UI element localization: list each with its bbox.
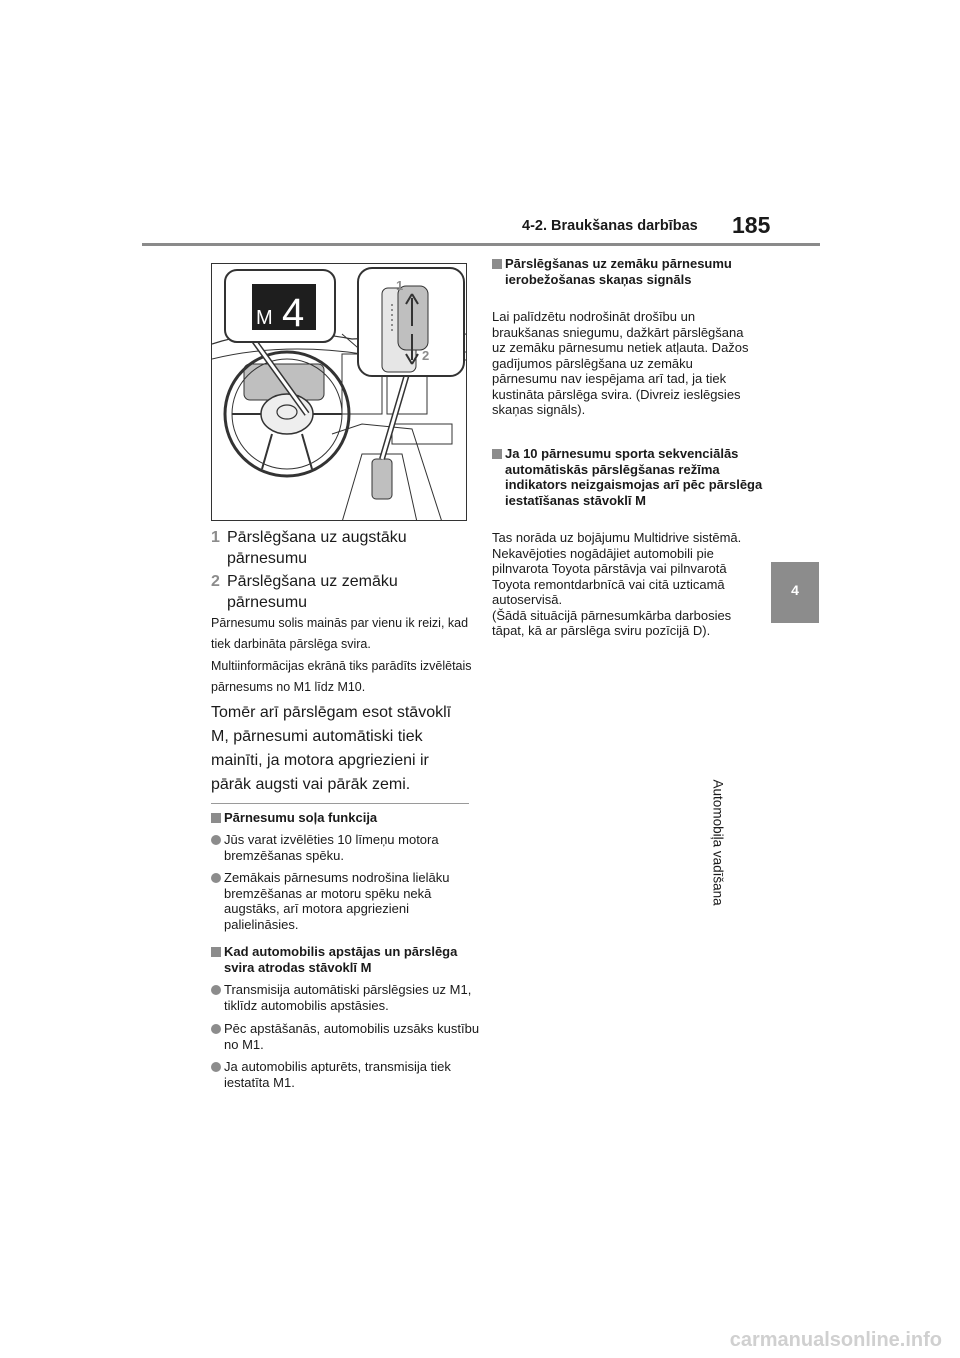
- section-divider: [211, 803, 469, 804]
- header-divider: [142, 243, 820, 246]
- square-bullet-icon: [211, 813, 221, 823]
- step-number: 2: [211, 573, 220, 590]
- arrow-down-label: 2: [422, 348, 430, 363]
- chapter-tab-number: 4: [791, 582, 799, 598]
- note-paragraph: Pārnesumu solis mainās par vienu ik reizi, kad tiek darbināta pārslēga svira.: [211, 616, 469, 651]
- note-paragraph: Multiinformācijas ekrānā tiks parādīts izvēlētais pārnesums no M1 līdz M10.: [211, 659, 472, 694]
- display-m-text: M: [256, 307, 273, 329]
- watermark: carmanualsonline.info: [729, 1329, 942, 1351]
- step-2: [211, 571, 447, 613]
- section-body: Tas norāda uz bojājumu Multidrive sistēmā. Nekavējoties nogādājiet automobili pie pilnvarota Toyota pārstāvja vai pilnvarotā Toyota remontdarbnīcā vai citā uzticamā autoservisā. (Šādā situācijā pārnesumkārba darbosies tāpat, kā ar pārslēga sviru pozīcijā D).: [492, 530, 742, 638]
- square-bullet-icon: [492, 259, 502, 269]
- chapter-tab-label: Automobiļa vadīšana: [710, 779, 726, 906]
- list-item: Zemākais pārnesums nodrošina lielāku bremzēšanas ar motoru spēku nekā augstāks, arī motora apgriezieni palielināsies.: [211, 870, 486, 932]
- square-bullet-icon: [492, 449, 502, 459]
- shift-lever-diagram: [212, 264, 467, 521]
- section-body: Lai palīdzētu nodrošināt drošību un braukšanas sniegumu, dažkārt pārslēgšana uz zemāku pārnesumu netiek atļauta. Dažos gadījumos pārslēgšana uz zemāku pārnesumu nav iespējama arī tad, ja tiek kustināta pārslēga svira. (Divreiz ieslēgsies skaņas signāls).: [492, 309, 749, 417]
- main-paragraph: Tomēr arī pārslēgam esot stāvoklī M, pārnesumi automātiski tiek mainīti, ja motora apgriezieni ir pārāk augsti vai pārāk zemi.: [211, 704, 452, 793]
- display-gear-text: 4: [282, 291, 305, 335]
- section-heading: Pārslēgšanas uz zemāku pārnesumu ierobežošanas skaņas signāls: [492, 256, 767, 287]
- dashboard-illustration: [211, 263, 467, 521]
- bullet-icon: [211, 985, 221, 995]
- list-item: Pēc apstāšanās, automobilis uzsāks kustību no M1.: [211, 1021, 486, 1052]
- section-heading: Kad automobilis apstājas un pārslēga svira atrodas stāvoklī M: [211, 944, 486, 975]
- list-item: Transmisija automātiski pārslēgsies uz M1, tiklīdz automobilis apstāsies.: [211, 982, 486, 1013]
- bullet-icon: [211, 835, 221, 845]
- section-heading: Pārnesumu soļa funkcija: [211, 810, 484, 826]
- list-item: Jūs varat izvēlēties 10 līmeņu motora bremzēšanas spēku.: [211, 832, 486, 863]
- section-heading: Ja 10 pārnesumu sporta sekvenciālās automātiskās pārslēgšanas režīma indikators neizgaismojas arī pēc pārslēga iestatīšanas stāvoklī M: [492, 446, 767, 508]
- step-number: 1: [211, 529, 220, 546]
- arrow-up-label: 1: [396, 278, 404, 293]
- section-title: 4-2. Braukšanas darbības: [522, 218, 698, 234]
- list-item: Ja automobilis apturēts, transmisija tiek iestatīta M1.: [211, 1059, 486, 1090]
- bullet-icon: [211, 873, 221, 883]
- step-text: Pārslēgšana uz augstāku pārnesumu: [227, 529, 407, 567]
- bullet-icon: [211, 1024, 221, 1034]
- step-1: [211, 527, 447, 569]
- page-number: 185: [732, 212, 771, 238]
- bullet-icon: [211, 1062, 221, 1072]
- square-bullet-icon: [211, 947, 221, 957]
- step-text: Pārslēgšana uz zemāku pārnesumu: [227, 573, 398, 611]
